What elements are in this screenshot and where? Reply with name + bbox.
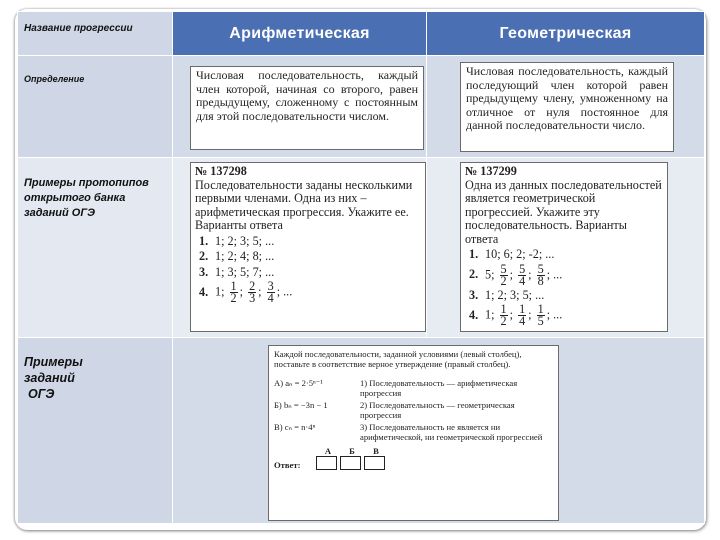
- task-arith-option: [195, 250, 421, 264]
- oge-task-pairs: [274, 378, 553, 442]
- task-geom-fraction-den: 2: [500, 314, 507, 328]
- task-arith-option: [195, 266, 421, 280]
- oge-pair: [274, 378, 553, 398]
- task-arith-option: [195, 281, 421, 304]
- task-geom-fraction-den: 4: [519, 314, 526, 328]
- task-geom-option: [465, 304, 663, 327]
- task-geom-option: [465, 261, 663, 288]
- oge-task-statement: Каждой последовательности, заданной условиями (левый столбец), поставьте в соответствие верное утверждение (правый столбец).: [274, 349, 522, 369]
- task-arith-text: Последовательности заданы несколькими первыми членами. Одна из них – арифметическая прогрессия. Укажите ее. Варианты ответа: [195, 177, 413, 232]
- task-geom-fraction: [518, 261, 526, 288]
- oge-answer-box[interactable]: [316, 456, 337, 470]
- oge-pair: [274, 400, 553, 420]
- task-geom-fraction-den: 5: [537, 314, 544, 328]
- task-geom-fraction-num: 5: [519, 261, 526, 276]
- oge-pair-formula: В) cₙ = n·4ⁿ: [274, 422, 316, 432]
- oge-pair-statement: 1) Последовательность — арифметическая прогрессия: [360, 378, 518, 398]
- task-arith-fraction: [267, 281, 275, 304]
- oge-task-card: [268, 345, 559, 521]
- task-geom-fraction-den: 8: [537, 273, 544, 288]
- header-corner: Название прогрессии: [18, 12, 173, 56]
- oge-answer-boxes: [316, 446, 388, 470]
- task-arith-option: [195, 235, 421, 249]
- task-arith-cell: [173, 158, 427, 338]
- task-geom-options: [465, 248, 663, 327]
- task-geom-option-number: 3.: [469, 287, 479, 302]
- task-arith-option-number: 2.: [199, 249, 209, 263]
- task-arith-number: № 137298: [195, 164, 247, 178]
- task-arith-fraction-den: 3: [249, 291, 256, 305]
- task-geom-fraction: [537, 304, 545, 327]
- definition-geom-text: Числовая последовательность, каждый последующий член которой равен предыдущему члену, умноженному на отличное от нуля постоянное для данной последовательности число.: [460, 62, 674, 152]
- task-geom-option-text: 5; $\frac{5}{2}$ ; $\frac{5}{4}$ ; $\frac{5}{8}$ ; ...: [485, 261, 563, 288]
- definition-arith-cell: [173, 56, 427, 158]
- task-geom-fraction: [500, 304, 508, 327]
- task-arith-option-text: 1; 2; 3; 5; ...: [215, 233, 275, 248]
- header-row: [18, 12, 705, 56]
- task-geom-option-text: 10; 6; 2; -2; ...: [485, 247, 555, 261]
- task-geom-option-number: 1.: [469, 247, 479, 261]
- task-geom-fraction: [518, 304, 526, 327]
- task-geom-option-text: 1; $\frac{1}{2}$ ; $\frac{1}{4}$ ; $\frac{1}{5}$ ; ...: [485, 302, 563, 328]
- task-arith-fraction-den: 4: [267, 291, 274, 305]
- task-geom-text: Одна из данных последовательностей является геометрической прогрессией. Укажите эту последовательность. Варианты ответа: [465, 177, 662, 246]
- task-geom-option-number: 2.: [469, 267, 479, 282]
- task-geom-option: [465, 289, 663, 303]
- oge-answer-head: В: [373, 446, 379, 456]
- definition-arith-text: Числовая последовательность, каждый член которой, начиная со второго, равен предыдущему, сложенному с постоянным для этой последовательности числом.: [190, 66, 424, 150]
- task-arith-fraction: [230, 281, 238, 304]
- task-arith-fraction-num: 1: [230, 279, 237, 293]
- task-arith-fraction: [248, 281, 256, 304]
- oge-pair-formula: Б) bₙ = −3n − 1: [274, 400, 328, 410]
- task-geom-fraction-den: 4: [519, 273, 526, 288]
- task-arith-card: [190, 162, 426, 332]
- task-arith-option-number: 3.: [199, 264, 209, 279]
- task-geom-option-text: 1; 2; 3; 5; ...: [485, 287, 545, 302]
- task-geom-fraction-num: 1: [519, 302, 526, 316]
- oge-pair-formula: А) aₙ = 2·5ⁿ⁻¹: [274, 378, 323, 388]
- task-geom-cell: [427, 158, 705, 338]
- oge-answer-label: Ответ:: [274, 460, 301, 470]
- oge-label-line-3: ОГЭ: [28, 387, 55, 401]
- oge-label-line-1: Примеры: [24, 355, 83, 369]
- header-geometric: Геометрическая: [427, 12, 705, 56]
- task-arith-options: [195, 235, 421, 305]
- oge-answer-head: А: [324, 446, 332, 456]
- task-geom-fraction-num: 5: [500, 261, 507, 276]
- oge-label-line-2: заданий: [24, 371, 75, 385]
- task-geom-fraction-num: 1: [537, 302, 544, 316]
- definition-geom-cell: [427, 56, 705, 158]
- task-arith-fraction-den: 2: [230, 291, 237, 305]
- task-arith-option-text: 1; 2; 4; 8; ...: [215, 249, 275, 263]
- oge-answer-box-row: [316, 456, 388, 470]
- progression-table: [17, 11, 705, 524]
- header-arithmetic: Арифметическая: [173, 12, 427, 56]
- task-geom-option-number: 4.: [469, 307, 479, 322]
- task-geom-fraction-den: 2: [500, 273, 507, 288]
- oge-answer-box[interactable]: [364, 456, 385, 470]
- task-arith-option-text: 1; 3; 5; 7; ...: [215, 264, 275, 279]
- task-geom-fraction-num: 1: [500, 302, 507, 316]
- definition-row: [18, 56, 705, 158]
- task-geom-number: № 137299: [465, 164, 517, 178]
- oge-answer-head: Б: [349, 446, 355, 456]
- oge-answer-box[interactable]: [340, 456, 361, 470]
- task-geom-fraction-num: 5: [537, 261, 544, 276]
- oge-pair-statement: 2) Последовательность — геометрическая прогрессия: [360, 400, 515, 420]
- task-arith-option-text: 1; $\frac{1}{2}$ ; $\frac{2}{3}$ ; $\frac{3}{4}$ ; ...: [215, 279, 293, 305]
- examples-label: Примеры протопипов открытого банка заданий ОГЭ: [18, 158, 173, 338]
- oge-task-cell: [173, 338, 705, 524]
- task-geom-fraction: [500, 261, 508, 288]
- task-arith-fraction-num: 3: [267, 279, 274, 293]
- oge-label: [18, 338, 173, 524]
- examples-row: [18, 158, 705, 338]
- task-geom-card: [460, 162, 668, 332]
- oge-row: [18, 338, 705, 524]
- task-geom-option: [465, 248, 663, 262]
- oge-pair-statement: 3) Последовательность не является ни арифметической, ни геометрической прогрессией: [360, 422, 543, 442]
- oge-pair: [274, 422, 553, 442]
- task-arith-fraction-num: 2: [249, 279, 256, 293]
- oge-answer-heads: [316, 446, 388, 456]
- task-arith-option-number: 4.: [199, 284, 209, 299]
- task-arith-option-number: 1.: [199, 233, 209, 248]
- definition-label: Определение: [18, 56, 173, 158]
- oge-answer: [274, 446, 553, 470]
- task-geom-fraction: [537, 261, 545, 288]
